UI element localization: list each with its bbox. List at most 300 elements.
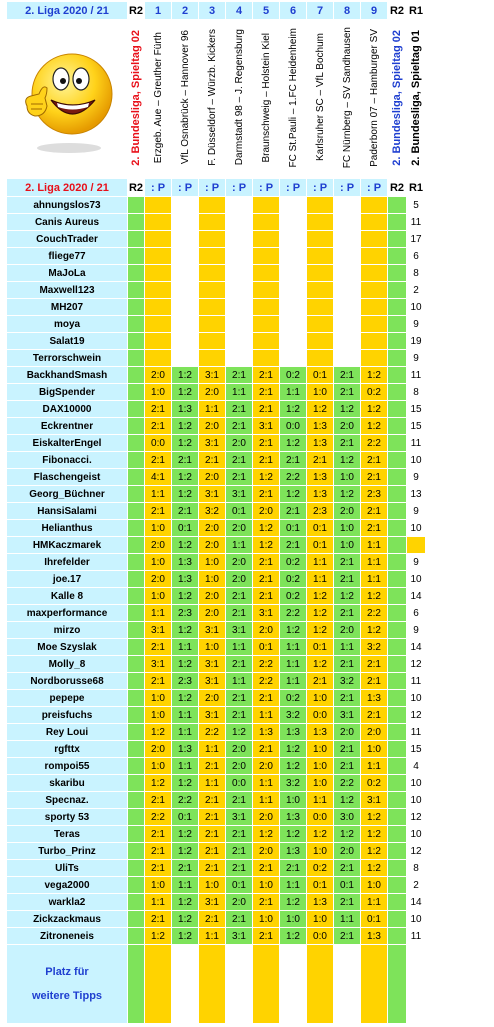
player-row — [7, 401, 425, 417]
tip-cell: 1:2 — [334, 826, 360, 842]
tip-cell — [172, 299, 198, 315]
tip-cell: 1:1 — [172, 758, 198, 774]
tip-cell: 3:1 — [226, 622, 252, 638]
tip-cell: 1:1 — [172, 639, 198, 655]
tip-cell: 1:1 — [361, 894, 387, 910]
tip-cell: 2:1 — [307, 452, 333, 468]
tip-cell: 2:1 — [334, 435, 360, 451]
tip-cell: 2:1 — [226, 367, 252, 383]
player-name: pepepe — [7, 690, 127, 706]
match-5: Braunschweig – Holstein Kiel — [253, 20, 279, 178]
player-row — [7, 860, 425, 876]
tip-cell: 1:0 — [253, 877, 279, 893]
tip-cell: 1:2 — [361, 622, 387, 638]
player-name: Salat19 — [7, 333, 127, 349]
footer-tip-cell — [226, 945, 252, 1023]
tip-cell: 1:1 — [172, 724, 198, 740]
r2-right-cell — [388, 503, 406, 519]
tip-cell: 2:1 — [361, 520, 387, 536]
tip-cell: 2:1 — [226, 911, 252, 927]
tip-cell — [253, 316, 279, 332]
r1-cell: 9 — [407, 350, 425, 366]
r1-cell: 10 — [407, 452, 425, 468]
tip-cell: 2:0 — [226, 520, 252, 536]
tip-cell: 2:1 — [226, 826, 252, 842]
r2-header: R2 — [128, 2, 144, 19]
tip-cell — [226, 231, 252, 247]
tip-cell: 1:1 — [280, 877, 306, 893]
tip-cell: 3:1 — [226, 486, 252, 502]
r2-right-cell — [388, 350, 406, 366]
r2-cell — [128, 248, 144, 264]
r2-right-cell — [388, 843, 406, 859]
r1-cell: 15 — [407, 401, 425, 417]
tip-cell: 2:2 — [334, 775, 360, 791]
tip-cell: 1:1 — [226, 639, 252, 655]
r2-cell — [128, 537, 144, 553]
tip-cell — [307, 299, 333, 315]
smiley-cell — [7, 20, 127, 178]
r2-cell — [128, 418, 144, 434]
tip-cell: 2:2 — [361, 435, 387, 451]
tip-cell: 2:0 — [334, 503, 360, 519]
tip-table — [6, 1, 426, 1024]
tip-cell: 0:2 — [280, 588, 306, 604]
tip-cell — [334, 214, 360, 230]
tip-cell — [226, 350, 252, 366]
tip-cell: 1:2 — [253, 826, 279, 842]
tip-cell: 1:2 — [172, 911, 198, 927]
footer-r2 — [128, 945, 144, 1023]
footer-tip-cell — [253, 945, 279, 1023]
r2-cell — [128, 350, 144, 366]
player-name: Nordborusse68 — [7, 673, 127, 689]
r1-cell: 14 — [407, 639, 425, 655]
r2-right-cell — [388, 894, 406, 910]
tip-cell — [145, 231, 171, 247]
tip-cell: 0:2 — [280, 554, 306, 570]
tip-cell: 1:2 — [172, 690, 198, 706]
player-name: MH207 — [7, 299, 127, 315]
player-name: ahnungslos73 — [7, 197, 127, 213]
player-row — [7, 605, 425, 621]
tip-cell: 1:2 — [307, 588, 333, 604]
tip-cell: 2:1 — [199, 860, 225, 876]
tip-cell — [307, 197, 333, 213]
tip-cell — [145, 265, 171, 281]
tip-cell: 3:1 — [226, 928, 252, 944]
tip-cell: 2:1 — [253, 435, 279, 451]
tip-cell: 1:3 — [172, 401, 198, 417]
player-name: skaribu — [7, 775, 127, 791]
r1-cell: 12 — [407, 843, 425, 859]
tip-cell: 2:0 — [199, 418, 225, 434]
r2-cell — [128, 860, 144, 876]
tip-cell: 2:1 — [145, 401, 171, 417]
r2-cell — [128, 231, 144, 247]
tip-cell: 2:1 — [145, 826, 171, 842]
tip-cell — [334, 248, 360, 264]
player-row — [7, 248, 425, 264]
match-2: VfL Osnabrück – Hannover 96 — [172, 20, 198, 178]
col-num-8: 8 — [334, 2, 360, 19]
tip-cell: 1:0 — [361, 877, 387, 893]
r2-right-cell — [388, 741, 406, 757]
tip-cell — [226, 248, 252, 264]
player-name: HansiSalami — [7, 503, 127, 519]
tip-cell: 1:2 — [361, 401, 387, 417]
tip-cell — [199, 265, 225, 281]
r2-right-cell — [388, 520, 406, 536]
r2-right-cell — [388, 537, 406, 553]
tip-cell: 1:2 — [307, 622, 333, 638]
tip-cell: 2:1 — [226, 792, 252, 808]
tip-cell: 1:1 — [253, 792, 279, 808]
tip-cell: 1:1 — [226, 384, 252, 400]
tip-cell: 1:1 — [199, 401, 225, 417]
tip-cell — [172, 265, 198, 281]
tip-cell — [199, 299, 225, 315]
tip-cell: 1:2 — [172, 843, 198, 859]
r2-right-cell — [388, 673, 406, 689]
tip-cell: 1:2 — [172, 894, 198, 910]
r2-right-cell — [388, 265, 406, 281]
player-row — [7, 520, 425, 536]
player-name: Molly_8 — [7, 656, 127, 672]
tip-cell: 2:0 — [253, 809, 279, 825]
r2-right-cell — [388, 367, 406, 383]
r1-cell: 10 — [407, 690, 425, 706]
tip-cell: 2:1 — [334, 894, 360, 910]
tip-cell — [280, 282, 306, 298]
tip-cell: 1:3 — [280, 724, 306, 740]
tip-cell: 2:1 — [145, 452, 171, 468]
r2-right-cell — [388, 486, 406, 502]
tip-cell: 2:1 — [361, 452, 387, 468]
tip-cell: 2:1 — [361, 673, 387, 689]
vertical-header-row — [7, 20, 425, 178]
tip-cell: 2:1 — [334, 860, 360, 876]
tip-cell — [253, 231, 279, 247]
tip-cell: 0:1 — [307, 537, 333, 553]
r2-right-cell — [388, 401, 406, 417]
tip-cell: 2:1 — [334, 758, 360, 774]
right-vertical-r2: 2. Bundesliga, Spieltag 02 — [388, 20, 406, 178]
r2-right-cell — [388, 384, 406, 400]
r1-cell: 14 — [407, 588, 425, 604]
tip-cell — [172, 214, 198, 230]
tip-cell: 1:0 — [145, 758, 171, 774]
tip-cell: 0:0 — [280, 418, 306, 434]
player-name: Kalle 8 — [7, 588, 127, 604]
tip-cell: 1:3 — [307, 894, 333, 910]
player-row — [7, 231, 425, 247]
tip-cell — [199, 248, 225, 264]
r2-right-cell — [388, 282, 406, 298]
footer-tip-cell — [334, 945, 360, 1023]
player-row — [7, 690, 425, 706]
match-1: Erzgeb. Aue – Greuther Fürth — [145, 20, 171, 178]
tip-cell: 2:1 — [361, 656, 387, 672]
tip-cell: 1:1 — [145, 486, 171, 502]
tip-cell: 1:1 — [226, 673, 252, 689]
r2-cell — [128, 299, 144, 315]
tip-cell: 2:1 — [280, 860, 306, 876]
tip-cell — [334, 333, 360, 349]
tip-cell: 0:2 — [361, 384, 387, 400]
footer-tip-cell — [172, 945, 198, 1023]
r2-right-cell — [388, 928, 406, 944]
tip-cell: 1:3 — [307, 418, 333, 434]
r1-cell: 15 — [407, 741, 425, 757]
tip-cell: 3:2 — [280, 775, 306, 791]
col-num-1: 1 — [145, 2, 171, 19]
player-row — [7, 673, 425, 689]
r2-right-cell — [388, 571, 406, 587]
tip-cell: 2:1 — [226, 588, 252, 604]
tip-cell: 2:1 — [361, 503, 387, 519]
tip-cell — [334, 316, 360, 332]
tip-cell — [307, 316, 333, 332]
tip-cell: 1:2 — [145, 724, 171, 740]
tip-cell: 3:1 — [253, 418, 279, 434]
tip-cell — [145, 299, 171, 315]
tip-cell: 1:1 — [334, 911, 360, 927]
tip-cell: 2:1 — [226, 469, 252, 485]
col-num-6: 6 — [280, 2, 306, 19]
player-row — [7, 809, 425, 825]
tip-cell: 2:1 — [226, 452, 252, 468]
r2-right-cell — [388, 622, 406, 638]
r1-cell: 10 — [407, 520, 425, 536]
r1-cell: 9 — [407, 554, 425, 570]
tip-cell — [253, 299, 279, 315]
r2-right-cell — [388, 554, 406, 570]
tip-cell: 1:2 — [307, 401, 333, 417]
tip-cell: 1:2 — [145, 775, 171, 791]
player-row — [7, 724, 425, 740]
tip-cell: 1:0 — [334, 469, 360, 485]
r2-right-cell — [388, 707, 406, 723]
tip-cell — [334, 197, 360, 213]
player-name: Canis Aureus — [7, 214, 127, 230]
tip-cell: 1:1 — [361, 554, 387, 570]
tip-cell — [199, 350, 225, 366]
player-name: vega2000 — [7, 877, 127, 893]
footer-tip-cell — [307, 945, 333, 1023]
tip-cell: 1:2 — [334, 588, 360, 604]
tip-cell: 1:1 — [361, 571, 387, 587]
tip-cell: 2:1 — [253, 401, 279, 417]
tip-cell: 1:2 — [253, 469, 279, 485]
tip-cell — [280, 248, 306, 264]
tip-cell: 1:2 — [226, 724, 252, 740]
tip-cell: 1:1 — [172, 877, 198, 893]
tip-cell: 2:0 — [226, 741, 252, 757]
r2-right-cell — [388, 639, 406, 655]
tip-cell: 2:0 — [253, 843, 279, 859]
tip-cell: 2:1 — [253, 690, 279, 706]
tip-cell: 1:2 — [280, 622, 306, 638]
tip-cell — [361, 282, 387, 298]
tip-cell: 3:1 — [199, 486, 225, 502]
tip-cell: 1:0 — [199, 639, 225, 655]
tip-cell: 1:1 — [199, 928, 225, 944]
tip-cell: 1:1 — [361, 758, 387, 774]
tip-cell — [226, 197, 252, 213]
tip-cell — [226, 299, 252, 315]
subheader-row — [7, 179, 425, 196]
tip-cell: 1:2 — [253, 520, 279, 536]
tip-cell — [172, 316, 198, 332]
tip-cell — [280, 214, 306, 230]
tip-cell: 2:1 — [145, 673, 171, 689]
tip-cell: 2:1 — [172, 452, 198, 468]
r2-right-cell — [388, 860, 406, 876]
tip-cell: 2:1 — [145, 792, 171, 808]
r1-cell: 11 — [407, 928, 425, 944]
tip-cell: 0:1 — [172, 809, 198, 825]
tip-cell: 1:2 — [172, 469, 198, 485]
right-vertical-r1: 2. Bundesliga, Spieltag 01 — [407, 20, 425, 178]
tip-cell — [172, 282, 198, 298]
tip-cell: 1:2 — [334, 401, 360, 417]
r2-cell — [128, 690, 144, 706]
tip-cell: 1:2 — [307, 656, 333, 672]
tip-cell: 1:2 — [361, 809, 387, 825]
tip-cell: 3:1 — [199, 367, 225, 383]
tip-cell: 2:0 — [199, 537, 225, 553]
player-name: BackhandSmash — [7, 367, 127, 383]
r2-right-cell — [388, 197, 406, 213]
tip-cell: 3:1 — [199, 622, 225, 638]
player-row — [7, 197, 425, 213]
tip-cell: 0:1 — [361, 911, 387, 927]
player-name: Fibonacci. — [7, 452, 127, 468]
tip-cell — [361, 231, 387, 247]
player-name: HMKaczmarek — [7, 537, 127, 553]
tip-cell: 1:2 — [280, 758, 306, 774]
r1-cell: 2 — [407, 282, 425, 298]
tip-cell: 1:2 — [280, 894, 306, 910]
r1-cell — [407, 537, 425, 553]
r2-right-cell — [388, 248, 406, 264]
tip-cell: 1:2 — [334, 452, 360, 468]
r2-cell — [128, 435, 144, 451]
r2-cell — [128, 775, 144, 791]
tip-cell — [253, 282, 279, 298]
r1-cell: 8 — [407, 860, 425, 876]
tip-cell: 1:0 — [307, 384, 333, 400]
tip-cell: 2:1 — [253, 384, 279, 400]
r2-cell — [128, 401, 144, 417]
player-name: Ihrefelder — [7, 554, 127, 570]
tip-cell: 2:1 — [226, 843, 252, 859]
r2-right-cell — [388, 690, 406, 706]
tip-cell: 0:1 — [307, 639, 333, 655]
r1-cell: 11 — [407, 724, 425, 740]
tip-cell: 2:1 — [280, 503, 306, 519]
player-name: Specnaz. — [7, 792, 127, 808]
tip-cell — [199, 214, 225, 230]
tip-cell — [253, 248, 279, 264]
tip-cell: 2:1 — [307, 673, 333, 689]
tip-cell: 1:1 — [280, 384, 306, 400]
col-num-7: 7 — [307, 2, 333, 19]
player-row — [7, 537, 425, 553]
tip-cell — [226, 265, 252, 281]
r1-cell: 9 — [407, 622, 425, 638]
tip-cell: 2:1 — [334, 554, 360, 570]
r2-cell — [128, 605, 144, 621]
tip-cell: 2:2 — [361, 605, 387, 621]
tip-cell: 2:1 — [199, 809, 225, 825]
tip-cell: 1:2 — [334, 486, 360, 502]
tip-cell — [145, 316, 171, 332]
col-num-9: 9 — [361, 2, 387, 19]
tip-cell — [280, 333, 306, 349]
r2-cell — [128, 707, 144, 723]
tip-cell: 0:1 — [226, 503, 252, 519]
tip-cell: 1:2 — [361, 367, 387, 383]
tip-cell: 0:1 — [307, 520, 333, 536]
tip-cell: 1:1 — [253, 775, 279, 791]
tip-cell: 2:1 — [253, 928, 279, 944]
tip-cell: 0:0 — [307, 928, 333, 944]
player-row — [7, 928, 425, 944]
r1-cell: 11 — [407, 367, 425, 383]
player-row — [7, 588, 425, 604]
tip-cell: 2:0 — [199, 605, 225, 621]
player-name: Maxwell123 — [7, 282, 127, 298]
tip-cell: 2:1 — [226, 401, 252, 417]
tip-cell: 2:1 — [199, 843, 225, 859]
tip-cell: 2:0 — [199, 520, 225, 536]
tip-cell: 1:0 — [199, 571, 225, 587]
tip-cell: 1:0 — [280, 792, 306, 808]
tip-cell — [226, 214, 252, 230]
tip-cell — [172, 197, 198, 213]
tip-cell: 2:1 — [334, 571, 360, 587]
tip-cell: 2:0 — [334, 724, 360, 740]
player-name: MaJoLa — [7, 265, 127, 281]
tip-cell — [280, 350, 306, 366]
player-row — [7, 894, 425, 910]
tip-cell: 3:1 — [334, 707, 360, 723]
tip-cell: 2:2 — [280, 605, 306, 621]
player-row — [7, 571, 425, 587]
tip-cell: 1:0 — [145, 707, 171, 723]
tip-cell — [307, 231, 333, 247]
player-name: warkla2 — [7, 894, 127, 910]
tip-cell: 3:1 — [199, 673, 225, 689]
r1-cell: 8 — [407, 265, 425, 281]
tip-cell: 1:3 — [361, 690, 387, 706]
r1-subheader: R1 — [407, 179, 425, 196]
player-name: BigSpender — [7, 384, 127, 400]
col-num-2: 2 — [172, 2, 198, 19]
tip-cell: 0:2 — [280, 690, 306, 706]
player-row — [7, 741, 425, 757]
r2-right-cell — [388, 418, 406, 434]
player-name: CouchTrader — [7, 231, 127, 247]
tip-cell: 2:0 — [253, 758, 279, 774]
tip-cell: 1:2 — [307, 826, 333, 842]
tip-cell — [145, 214, 171, 230]
player-name: Flaschengeist — [7, 469, 127, 485]
p-label-7: : P — [307, 179, 333, 196]
tip-cell: 1:2 — [172, 826, 198, 842]
